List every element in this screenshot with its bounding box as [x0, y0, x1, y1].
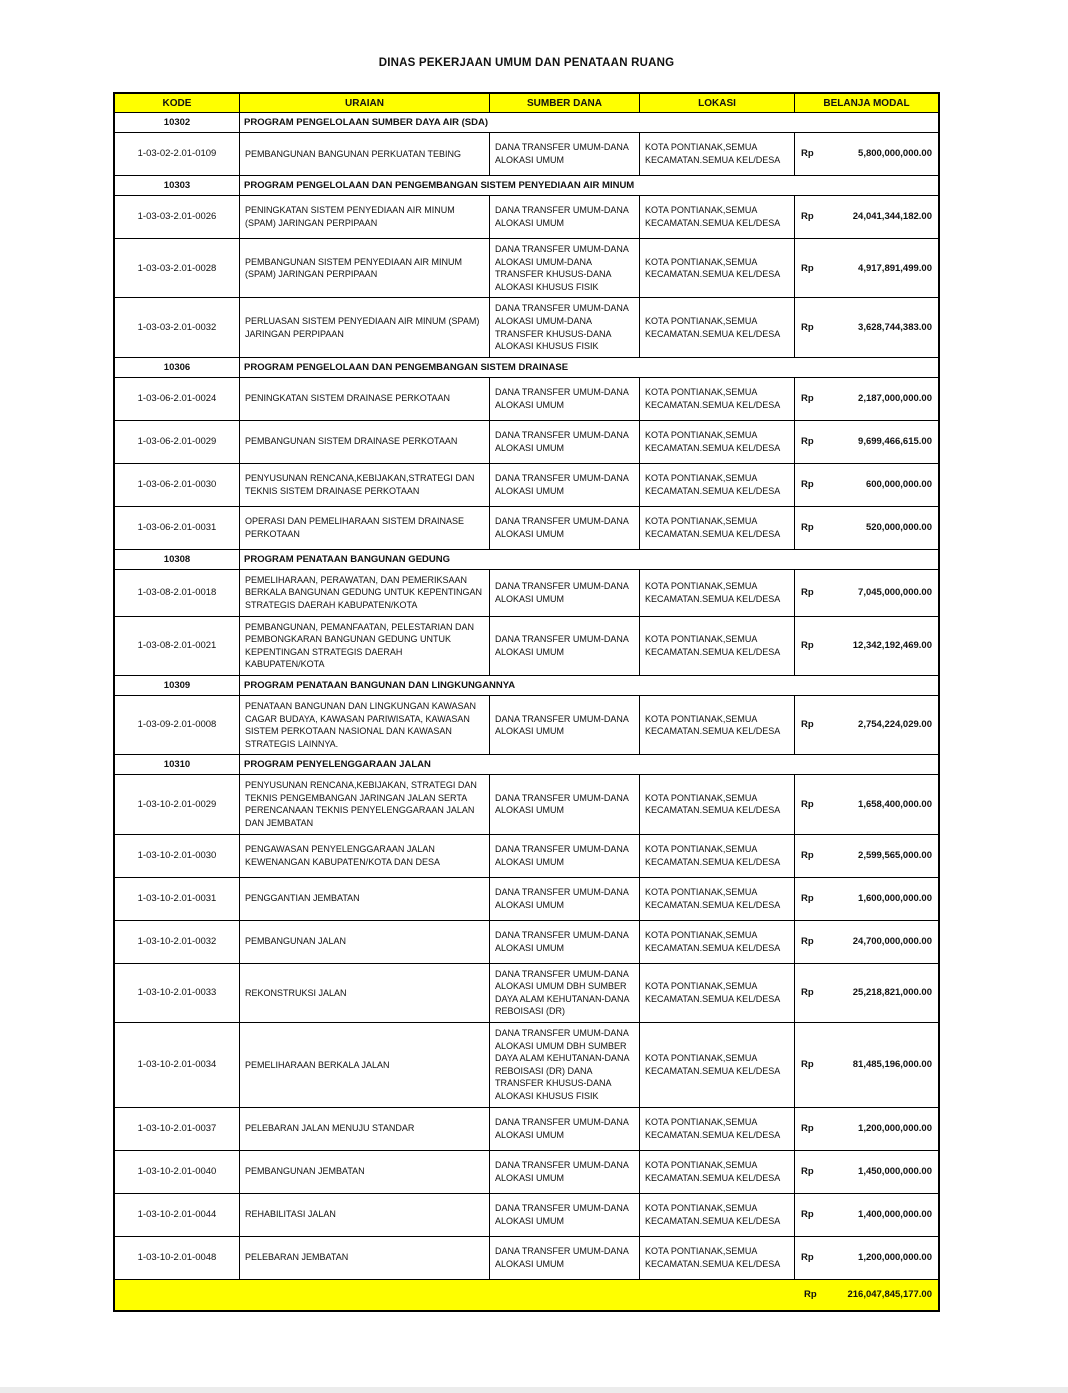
kode-cell: 1-03-10-2.01-0030	[115, 835, 240, 877]
lokasi-cell: KOTA PONTIANAK,SEMUA KECAMATAN.SEMUA KEL/DESA	[640, 921, 795, 963]
uraian-cell: PELEBARAN JALAN MENUJU STANDAR	[240, 1108, 490, 1150]
kode-cell: 1-03-02-2.01-0109	[115, 133, 240, 175]
currency-label: Rp	[804, 1289, 817, 1301]
amount: 2,599,565,000.00	[858, 850, 932, 861]
uraian-cell: PEMBANGUNAN, PEMANFAATAN, PELESTARIAN DAN PEMBONGKARAN BANGUNAN GEDUNG UNTUK KEPENTINGAN STRATEGIS DAERAH KABUPATEN/KOTA	[240, 617, 490, 675]
table-row	[115, 298, 938, 357]
program-row	[115, 176, 938, 196]
program-code: 10302	[115, 113, 240, 132]
currency-label: Rp	[801, 850, 814, 861]
program-label: PROGRAM PENGELOLAAN SUMBER DAYA AIR (SDA)	[244, 117, 489, 128]
total-belanja-modal-cell	[798, 1289, 938, 1300]
amount: 3,628,744,383.00	[858, 321, 932, 333]
sumber-dana-cell: DANA TRANSFER UMUM-DANA ALOKASI UMUM	[490, 835, 640, 877]
amount: 2,754,224,029.00	[858, 719, 932, 731]
sumber-dana-cell: DANA TRANSFER UMUM-DANA ALOKASI UMUM	[490, 507, 640, 549]
program-row	[115, 755, 938, 775]
lokasi-cell: KOTA PONTIANAK,SEMUA KECAMATAN.SEMUA KEL/DESA	[640, 1023, 795, 1107]
kode-cell: 1-03-10-2.01-0032	[115, 921, 240, 963]
lokasi-cell: KOTA PONTIANAK,SEMUA KECAMATAN.SEMUA KEL/DESA	[640, 507, 795, 549]
sumber-dana-cell: DANA TRANSFER UMUM-DANA ALOKASI UMUM	[490, 775, 640, 833]
program-row	[115, 113, 938, 133]
lokasi-cell: KOTA PONTIANAK,SEMUA KECAMATAN.SEMUA KEL/DESA	[640, 1108, 795, 1150]
table-row	[115, 507, 938, 550]
amount: 81,485,196,000.00	[852, 1059, 932, 1071]
uraian-cell: PEMBANGUNAN BANGUNAN PERKUATAN TEBING	[240, 133, 490, 175]
uraian-cell: PEMBANGUNAN SISTEM PENYEDIAAN AIR MINUM (SPAM) JARINGAN PERPIPAAN	[240, 239, 490, 297]
program-label: PROGRAM PENGELOLAAN DAN PENGEMBANGAN SISTEM PENYEDIAAN AIR MINUM	[244, 180, 635, 191]
sumber-dana-cell: DANA TRANSFER UMUM-DANA ALOKASI UMUM-DANA TRANSFER KHUSUS-DANA ALOKASI KHUSUS FISIK	[490, 298, 640, 356]
sumber-dana-cell: DANA TRANSFER UMUM-DANA ALOKASI UMUM	[490, 921, 640, 963]
currency-label: Rp	[801, 719, 814, 731]
uraian-cell: REHABILITASI JALAN	[240, 1194, 490, 1236]
table-row	[115, 133, 938, 176]
amount: 12,342,192,469.00	[852, 640, 932, 652]
program-label: PROGRAM PENGELOLAAN DAN PENGEMBANGAN SISTEM DRAINASE	[244, 361, 569, 373]
kode-cell: 1-03-08-2.01-0018	[115, 570, 240, 616]
uraian-cell: PENYUSUNAN RENCANA,KEBIJAKAN, STRATEGI DAN TEKNIS PENGEMBANGAN JARINGAN JALAN SERTA PERENCANAAN TEKNIS PENYELENGGARAAN JALAN DAN JEMBATAN	[240, 775, 490, 833]
currency-label: Rp	[801, 1165, 814, 1177]
kode-cell: 1-03-10-2.01-0031	[115, 878, 240, 920]
currency-label: Rp	[801, 1122, 814, 1134]
kode-cell: 1-03-06-2.01-0030	[115, 464, 240, 506]
uraian-cell: PEMELIHARAAN, PERAWATAN, DAN PEMERIKSAAN BERKALA BANGUNAN GEDUNG UNTUK KEPENTINGAN STRATEGIS DAERAH KABUPATEN/KOTA	[240, 570, 490, 616]
table-row	[115, 1023, 938, 1108]
belanja-modal-cell	[795, 464, 938, 506]
sumber-dana-cell: DANA TRANSFER UMUM-DANA ALOKASI UMUM	[490, 1237, 640, 1279]
uraian-cell: PEMBANGUNAN JALAN	[240, 921, 490, 963]
belanja-modal-cell	[795, 378, 938, 420]
program-code: 10306	[115, 358, 240, 377]
program-label: PROGRAM PENYELENGGARAAN JALAN	[244, 759, 431, 771]
table-row	[115, 1194, 938, 1237]
currency-label: Rp	[801, 1251, 814, 1263]
currency-label: Rp	[801, 1059, 814, 1071]
kode-cell: 1-03-10-2.01-0048	[115, 1237, 240, 1279]
belanja-modal-cell	[795, 1023, 938, 1107]
uraian-cell: OPERASI DAN PEMELIHARAAN SISTEM DRAINASE PERKOTAAN	[240, 507, 490, 549]
column-header-lokasi: LOKASI	[640, 94, 795, 112]
currency-label: Rp	[801, 936, 814, 947]
uraian-cell: REKONSTRUKSI JALAN	[240, 964, 490, 1022]
lokasi-cell: KOTA PONTIANAK,SEMUA KECAMATAN.SEMUA KEL/DESA	[640, 378, 795, 420]
belanja-modal-cell	[795, 1108, 938, 1150]
amount: 4,917,891,499.00	[858, 262, 932, 274]
sumber-dana-cell: DANA TRANSFER UMUM-DANA ALOKASI UMUM	[490, 1108, 640, 1150]
currency-label: Rp	[801, 893, 814, 904]
program-code: 10310	[115, 755, 240, 774]
lokasi-cell: KOTA PONTIANAK,SEMUA KECAMATAN.SEMUA KEL/DESA	[640, 1237, 795, 1279]
sumber-dana-cell: DANA TRANSFER UMUM-DANA ALOKASI UMUM	[490, 133, 640, 175]
column-header-sumber-dana: SUMBER DANA	[490, 94, 640, 112]
belanja-modal-cell	[795, 421, 938, 463]
table-row	[115, 775, 938, 834]
kode-cell: 1-03-09-2.01-0008	[115, 696, 240, 754]
belanja-modal-cell	[795, 617, 938, 675]
column-header-kode: KODE	[115, 94, 240, 112]
sumber-dana-cell: DANA TRANSFER UMUM-DANA ALOKASI UMUM	[490, 421, 640, 463]
kode-cell: 1-03-10-2.01-0029	[115, 775, 240, 833]
lokasi-cell: KOTA PONTIANAK,SEMUA KECAMATAN.SEMUA KEL/DESA	[640, 964, 795, 1022]
table-row	[115, 617, 938, 676]
uraian-cell: PEMBANGUNAN JEMBATAN	[240, 1151, 490, 1193]
kode-cell: 1-03-10-2.01-0044	[115, 1194, 240, 1236]
currency-label: Rp	[801, 522, 814, 534]
table-row	[115, 421, 938, 464]
lokasi-cell: KOTA PONTIANAK,SEMUA KECAMATAN.SEMUA KEL/DESA	[640, 570, 795, 616]
kode-cell: 1-03-10-2.01-0034	[115, 1023, 240, 1107]
belanja-modal-cell	[795, 507, 938, 549]
sumber-dana-cell: DANA TRANSFER UMUM-DANA ALOKASI UMUM	[490, 464, 640, 506]
kode-cell: 1-03-06-2.01-0029	[115, 421, 240, 463]
table-row	[115, 921, 938, 964]
currency-label: Rp	[801, 393, 814, 405]
amount: 1,200,000,000.00	[858, 1122, 932, 1134]
program-label: PROGRAM PENATAAN BANGUNAN DAN LINGKUNGANNYA	[244, 679, 516, 691]
amount: 520,000,000.00	[865, 522, 932, 534]
lokasi-cell: KOTA PONTIANAK,SEMUA KECAMATAN.SEMUA KEL/DESA	[640, 298, 795, 356]
uraian-cell: PEMBANGUNAN SISTEM DRAINASE PERKOTAAN	[240, 421, 490, 463]
belanja-modal-cell	[795, 1237, 938, 1279]
table-row	[115, 696, 938, 755]
table-row	[115, 1237, 938, 1279]
kode-cell: 1-03-06-2.01-0031	[115, 507, 240, 549]
program-row	[115, 358, 938, 378]
kode-cell: 1-03-10-2.01-0033	[115, 964, 240, 1022]
lokasi-cell: KOTA PONTIANAK,SEMUA KECAMATAN.SEMUA KEL/DESA	[640, 1151, 795, 1193]
table-row	[115, 1151, 938, 1194]
currency-label: Rp	[801, 436, 814, 448]
program-label: PROGRAM PENATAAN BANGUNAN GEDUNG	[244, 553, 451, 565]
currency-label: Rp	[801, 586, 814, 598]
lokasi-cell: KOTA PONTIANAK,SEMUA KECAMATAN.SEMUA KEL/DESA	[640, 835, 795, 877]
amount: 1,600,000,000.00	[858, 893, 932, 904]
currency-label: Rp	[801, 148, 814, 160]
lokasi-cell: KOTA PONTIANAK,SEMUA KECAMATAN.SEMUA KEL/DESA	[640, 878, 795, 920]
amount: 24,700,000,000.00	[852, 936, 932, 947]
kode-cell: 1-03-10-2.01-0037	[115, 1108, 240, 1150]
lokasi-cell: KOTA PONTIANAK,SEMUA KECAMATAN.SEMUA KEL/DESA	[640, 421, 795, 463]
lokasi-cell: KOTA PONTIANAK,SEMUA KECAMATAN.SEMUA KEL/DESA	[640, 239, 795, 297]
program-row	[115, 550, 938, 570]
amount: 5,800,000,000.00	[858, 148, 932, 160]
lokasi-cell: KOTA PONTIANAK,SEMUA KECAMATAN.SEMUA KEL/DESA	[640, 464, 795, 506]
currency-label: Rp	[801, 640, 814, 652]
uraian-cell: PENATAAN BANGUNAN DAN LINGKUNGAN KAWASAN CAGAR BUDAYA, KAWASAN PARIWISATA, KAWASAN SISTEM PERKOTAAN NASIONAL DAN KAWASAN STRATEGIS LAINNYA.	[240, 696, 490, 754]
currency-label: Rp	[801, 321, 814, 333]
belanja-modal-cell	[795, 298, 938, 356]
sumber-dana-cell: DANA TRANSFER UMUM-DANA ALOKASI UMUM	[490, 617, 640, 675]
lokasi-cell: KOTA PONTIANAK,SEMUA KECAMATAN.SEMUA KEL/DESA	[640, 775, 795, 833]
table-body	[115, 113, 938, 1279]
table-row	[115, 570, 938, 617]
total-amount: 216,047,845,177.00	[847, 1289, 932, 1301]
sumber-dana-cell: DANA TRANSFER UMUM-DANA ALOKASI UMUM	[490, 878, 640, 920]
uraian-cell: PENINGKATAN SISTEM DRAINASE PERKOTAAN	[240, 378, 490, 420]
sumber-dana-cell: DANA TRANSFER UMUM-DANA ALOKASI UMUM	[490, 696, 640, 754]
table-row	[115, 1108, 938, 1151]
kode-cell: 1-03-03-2.01-0032	[115, 298, 240, 356]
amount: 7,045,000,000.00	[858, 586, 932, 598]
belanja-modal-cell	[795, 196, 938, 238]
amount: 1,400,000,000.00	[858, 1208, 932, 1220]
kode-cell: 1-03-03-2.01-0026	[115, 196, 240, 238]
table-row	[115, 964, 938, 1023]
page-bottom-strip	[0, 1387, 1068, 1393]
program-row	[115, 676, 938, 696]
currency-label: Rp	[801, 479, 814, 491]
amount: 25,218,821,000.00	[852, 987, 932, 999]
amount: 600,000,000.00	[865, 479, 932, 491]
table-row	[115, 378, 938, 421]
lokasi-cell: KOTA PONTIANAK,SEMUA KECAMATAN.SEMUA KEL/DESA	[640, 696, 795, 754]
currency-label: Rp	[801, 262, 814, 274]
table-row	[115, 196, 938, 239]
amount: 1,658,400,000.00	[858, 798, 932, 810]
belanja-modal-cell	[795, 1151, 938, 1193]
amount: 1,450,000,000.00	[858, 1165, 932, 1177]
amount: 24,041,344,182.00	[852, 211, 932, 223]
column-header-belanja-modal: BELANJA MODAL	[823, 97, 910, 109]
uraian-cell: PENINGKATAN SISTEM PENYEDIAAN AIR MINUM (SPAM) JARINGAN PERPIPAAN	[240, 196, 490, 238]
table-row	[115, 878, 938, 921]
belanja-modal-cell	[795, 570, 938, 616]
lokasi-cell: KOTA PONTIANAK,SEMUA KECAMATAN.SEMUA KEL/DESA	[640, 196, 795, 238]
uraian-cell: PEMELIHARAAN BERKALA JALAN	[240, 1023, 490, 1107]
program-code: 10309	[115, 676, 240, 695]
kode-cell: 1-03-08-2.01-0021	[115, 617, 240, 675]
sumber-dana-cell: DANA TRANSFER UMUM-DANA ALOKASI UMUM DBH SUMBER DAYA ALAM KEHUTANAN-DANA REBOISASI (DR)	[490, 964, 640, 1022]
table-row	[115, 464, 938, 507]
uraian-cell: PENGAWASAN PENYELENGGARAAN JALAN KEWENANGAN KABUPATEN/KOTA DAN DESA	[240, 835, 490, 877]
sumber-dana-cell: DANA TRANSFER UMUM-DANA ALOKASI UMUM	[490, 1151, 640, 1193]
currency-label: Rp	[801, 798, 814, 810]
table-header-row	[115, 94, 938, 113]
uraian-cell: PENYUSUNAN RENCANA,KEBIJAKAN,STRATEGI DAN TEKNIS SISTEM DRAINASE PERKOTAAN	[240, 464, 490, 506]
sumber-dana-cell: DANA TRANSFER UMUM-DANA ALOKASI UMUM	[490, 378, 640, 420]
lokasi-cell: KOTA PONTIANAK,SEMUA KECAMATAN.SEMUA KEL/DESA	[640, 617, 795, 675]
program-code: 10308	[115, 550, 240, 569]
lokasi-cell: KOTA PONTIANAK,SEMUA KECAMATAN.SEMUA KEL/DESA	[640, 133, 795, 175]
uraian-cell: PERLUASAN SISTEM PENYEDIAAN AIR MINUM (SPAM) JARINGAN PERPIPAAN	[240, 298, 490, 356]
amount: 2,187,000,000.00	[858, 393, 932, 405]
belanja-modal-cell	[795, 921, 938, 963]
kode-cell: 1-03-10-2.01-0040	[115, 1151, 240, 1193]
kode-cell: 1-03-03-2.01-0028	[115, 239, 240, 297]
program-code: 10303	[115, 176, 240, 195]
uraian-cell: PENGGANTIAN JEMBATAN	[240, 878, 490, 920]
belanja-modal-cell	[795, 964, 938, 1022]
total-row-spacer	[115, 1280, 798, 1310]
uraian-cell: PELEBARAN JEMBATAN	[240, 1237, 490, 1279]
lokasi-cell: KOTA PONTIANAK,SEMUA KECAMATAN.SEMUA KEL/DESA	[640, 1194, 795, 1236]
currency-label: Rp	[801, 211, 814, 223]
table-row	[115, 835, 938, 878]
currency-label: Rp	[801, 987, 814, 999]
sumber-dana-cell: DANA TRANSFER UMUM-DANA ALOKASI UMUM	[490, 570, 640, 616]
belanja-modal-cell	[795, 775, 938, 833]
belanja-modal-cell	[795, 133, 938, 175]
sumber-dana-cell: DANA TRANSFER UMUM-DANA ALOKASI UMUM DBH SUMBER DAYA ALAM KEHUTANAN-DANA REBOISASI (DR) DANA TRANSFER KHUSUS-DANA ALOKASI KHUSUS FISIK	[490, 1023, 640, 1107]
kode-cell: 1-03-06-2.01-0024	[115, 378, 240, 420]
belanja-modal-cell	[795, 696, 938, 754]
total-row	[115, 1279, 938, 1310]
belanja-modal-cell	[795, 239, 938, 297]
budget-table	[113, 92, 940, 1312]
page-title: DINAS PEKERJAAN UMUM DAN PENATAAN RUANG	[378, 57, 675, 69]
table-row	[115, 239, 938, 298]
currency-label: Rp	[801, 1208, 814, 1220]
amount: 9,699,466,615.00	[858, 436, 932, 448]
belanja-modal-cell	[795, 1194, 938, 1236]
belanja-modal-cell	[795, 835, 938, 877]
sumber-dana-cell: DANA TRANSFER UMUM-DANA ALOKASI UMUM	[490, 1194, 640, 1236]
column-header-uraian: URAIAN	[240, 94, 490, 112]
belanja-modal-cell	[795, 878, 938, 920]
sumber-dana-cell: DANA TRANSFER UMUM-DANA ALOKASI UMUM-DANA TRANSFER KHUSUS-DANA ALOKASI KHUSUS FISIK	[490, 239, 640, 297]
amount: 1,200,000,000.00	[858, 1251, 932, 1263]
sumber-dana-cell: DANA TRANSFER UMUM-DANA ALOKASI UMUM	[490, 196, 640, 238]
